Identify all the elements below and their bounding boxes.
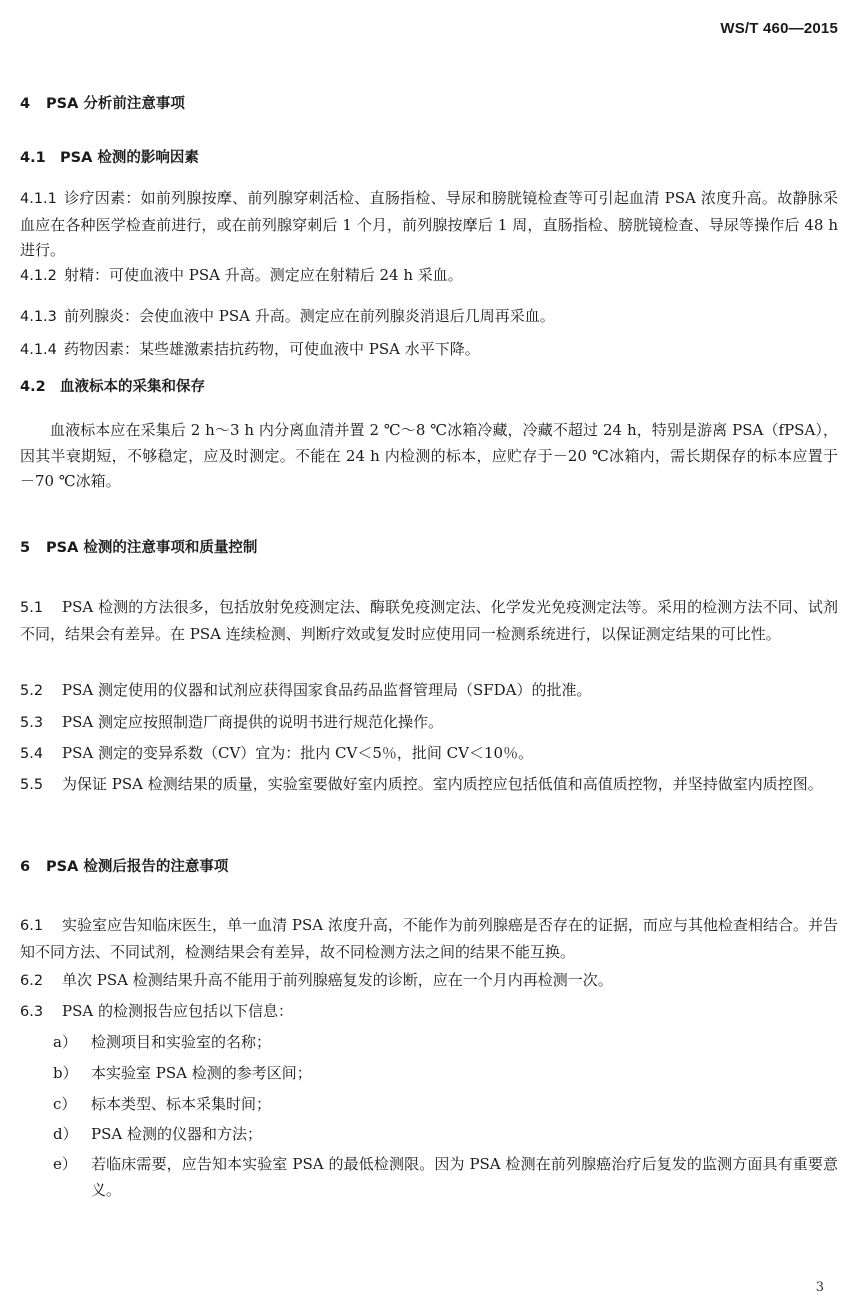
list-text: 标本类型、标本采集时间； [91,1095,272,1113]
clause-5-4 [20,741,838,768]
clause-number: 5.1 [20,600,44,616]
clause-4-1-4 [20,337,838,364]
section-number: 5 [20,540,31,556]
clause-5-5 [20,772,838,799]
clause-text: 前列腺炎：会使血液中 PSA 升高。测定应在前列腺炎消退后几周再采血。 [64,307,555,325]
section-number: 4 [20,96,31,112]
clause-6-2 [20,968,838,995]
clause-5-3 [20,710,838,737]
clause-number: 6.1 [20,918,44,934]
section-number: 4.2 [20,379,46,395]
clause-number: 6.3 [20,1004,44,1020]
list-item [53,1030,838,1056]
section-title: PSA 检测的注意事项和质量控制 [46,540,258,556]
clause-5-1 [20,595,838,647]
section-title: PSA 分析前注意事项 [46,96,185,112]
clause-6-1 [20,913,838,965]
section-number: 6 [20,859,31,875]
clause-number: 5.3 [20,715,44,731]
clause-text: 射精：可使血液中 PSA 升高。测定应在射精后 24 h 采血。 [64,266,463,284]
clause-number: 4.1.3 [20,309,57,325]
section-title: PSA 检测的影响因素 [60,150,199,166]
clause-number: 6.2 [20,973,44,989]
clause-4-1-1 [20,186,838,264]
list-item [53,1061,838,1087]
list-text: 若临床需要，应告知本实验室 PSA 的最低检测限。因为 PSA 检测在前列腺癌治疗后复发的监测方面具有重要意义。 [91,1155,838,1199]
clause-4-1-2 [20,263,838,290]
list-text: 检测项目和实验室的名称； [91,1033,272,1051]
list-item [53,1092,838,1118]
list-item [53,1122,838,1148]
clause-text: 单次 PSA 检测结果升高不能用于前列腺癌复发的诊断，应在一个月内再检测一次。 [62,971,613,989]
clause-number: 4.1.1 [20,191,57,207]
list-marker: a） [53,1033,77,1051]
section-number: 4.1 [20,150,46,166]
clause-text: 诊疗因素：如前列腺按摩、前列腺穿刺活检、直肠指检、导尿和膀胱镜检查等可引起血清 PSA 浓度升高。故静脉采血应在各种医学检查前进行，或在前列腺穿刺后 1 个月，前列腺按摩后 1 周，直肠指检、膀胱镜检查、导尿等操作后 48 h 进行。 [20,189,838,259]
section-title: 血液标本的采集和保存 [60,379,205,395]
clause-number: 4.1.4 [20,342,57,358]
section-6-heading [20,857,838,877]
section-4-1-heading [20,148,838,168]
clause-number: 5.4 [20,746,44,762]
list-marker: e） [53,1155,77,1173]
section-4-heading [20,94,838,114]
list-marker: d） [53,1125,78,1143]
standard-code: WS/T 460—2015 [720,20,838,37]
clause-text: PSA 测定的变异系数（CV）宜为：批内 CV＜5％，批间 CV＜10％。 [62,744,534,762]
section-title: PSA 检测后报告的注意事项 [46,859,229,875]
clause-number: 5.5 [20,777,44,793]
clause-text: PSA 的检测报告应包括以下信息： [62,1002,293,1020]
clause-4-1-3 [20,304,838,331]
clause-text: PSA 测定使用的仪器和试剂应获得国家食品药品监督管理局（SFDA）的批准。 [62,681,592,699]
clause-number: 5.2 [20,683,44,699]
clause-5-2 [20,678,838,705]
section-5-heading [20,538,838,558]
clause-text: PSA 测定应按照制造厂商提供的说明书进行规范化操作。 [62,713,443,731]
clause-6-3 [20,999,838,1026]
clause-text: 实验室应告知临床医生，单一血清 PSA 浓度升高，不能作为前列腺癌是否存在的证据，而应与其他检查相结合。并告知不同方法、不同试剂，检测结果会有差异，故不同检测方法之间的结果不能互换。 [20,916,838,961]
section-4-2-text: 血液标本应在采集后 2 h～3 h 内分离血清并置 2 ℃～8 ℃冰箱冷藏，冷藏不超过 24 h，特别是游离 PSA（fPSA），因其半衰期短，不够稳定，应及时测定。不能在 24 h 内检测的标本，应贮存于－20 ℃冰箱内，需长期保存的标本应置于－70 ℃冰箱。 [20,421,838,490]
page-number: 3 [815,1280,824,1295]
clause-text: 为保证 PSA 检测结果的质量，实验室要做好室内质控。室内质控应包括低值和高值质控物，并坚持做室内质控图。 [62,775,823,793]
list-text: PSA 检测的仪器和方法； [91,1125,262,1143]
clause-number: 4.1.2 [20,268,57,284]
clause-text: 药物因素：某些雄激素拮抗药物，可使血液中 PSA 水平下降。 [64,340,480,358]
list-text: 本实验室 PSA 检测的参考区间； [91,1064,312,1082]
clause-text: PSA 检测的方法很多，包括放射免疫测定法、酶联免疫测定法、化学发光免疫测定法等。采用的检测方法不同、试剂不同，结果会有差异。在 PSA 连续检测、判断疗效或复发时应使用同一检测系统进行，以保证测定结果的可比性。 [20,598,838,643]
list-marker: b） [53,1064,78,1082]
section-4-2-heading [20,377,838,397]
list-item [53,1152,838,1203]
list-marker: c） [53,1095,77,1113]
